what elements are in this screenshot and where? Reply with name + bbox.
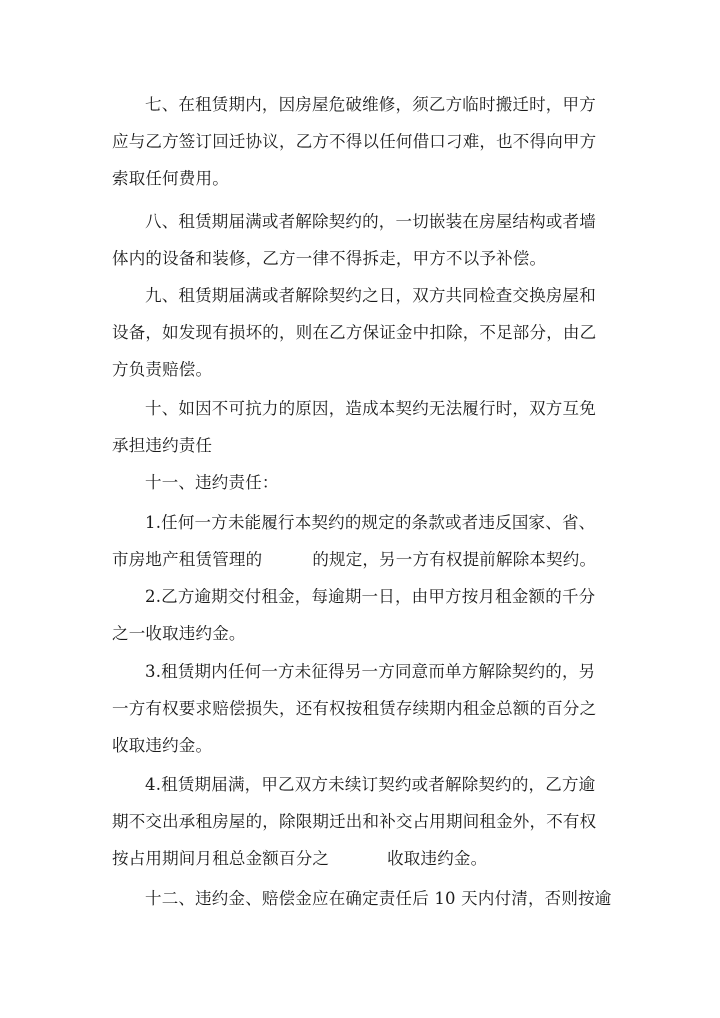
text-line: 八、租赁期届满或者解除契约的，一切嵌装在房屋结构或者墙 [145, 212, 596, 231]
clause-11-heading [112, 464, 604, 501]
text-line-with-blank [112, 840, 604, 877]
text-line: 收取违约金。 [112, 736, 213, 755]
text-line: 2.乙方逾期交付租金，每逾期一日，由甲方按月租金额的千分 [145, 587, 596, 606]
clause-9 [112, 277, 604, 388]
text-segment: 市房地产租赁管理的 [112, 550, 263, 569]
section-heading: 十一、违约责任： [145, 473, 279, 492]
text-line: 4.租赁期届满，甲乙双方未续订契约或者解除契约的，乙方逾 [145, 775, 596, 794]
text-line: 1.任何一方未能履行本契约的规定的条款或者违反国家、省、 [145, 513, 596, 532]
text-line: 之一收取违约金。 [112, 624, 246, 643]
text-line: 承担违约责任 [112, 436, 213, 455]
text-line: 应与乙方签订回迁协议，乙方不得以任何借口刁难，也不得向甲方 [112, 132, 597, 151]
clause-12 [112, 880, 612, 917]
text-line: 十、如因不可抗力的原因，造成本契约无法履行时，双方互免 [145, 399, 596, 418]
clause-7 [112, 86, 604, 197]
text-line: 九、租赁期届满或者解除契约之日，双方共同检查交换房屋和 [145, 286, 596, 305]
text-line: 十二、违约金、赔偿金应在确定责任后 10 天内付清，否则按逾 [145, 889, 612, 908]
text-segment: 的规定，另一方有权提前解除本契约。 [312, 550, 597, 569]
clause-11-item-4 [112, 766, 604, 877]
text-segment: 按占用期间月租总金额百分之 [112, 849, 330, 868]
text-line: 索取任何费用。 [112, 169, 229, 188]
text-line: 一方有权要求赔偿损失，还有权按租赁存续期内租金总额的百分之 [112, 699, 597, 718]
clause-11-item-3 [112, 653, 604, 764]
text-line: 方负责赔偿。 [112, 360, 213, 379]
text-line-with-blank [112, 541, 604, 578]
text-line: 3.租赁期内任何一方未征得另一方同意而单方解除契约的，另 [145, 662, 596, 681]
text-segment: 收取违约金。 [387, 849, 488, 868]
clause-11-item-2 [112, 578, 604, 652]
clause-10 [112, 390, 604, 464]
text-line: 七、在租赁期内，因房屋危破维修，须乙方临时搬迁时，甲方 [145, 95, 596, 114]
text-line: 设备，如发现有损坏的，则在乙方保证金中扣除，不足部分，由乙 [112, 323, 597, 342]
clause-8 [112, 203, 604, 277]
text-line: 体内的设备和装修，乙方一律不得拆走，甲方不以予补偿。 [112, 249, 547, 268]
text-line: 期不交出承租房屋的，除限期迁出和补交占用期间租金外，不有权 [112, 812, 597, 831]
clause-11-item-1 [112, 504, 604, 578]
